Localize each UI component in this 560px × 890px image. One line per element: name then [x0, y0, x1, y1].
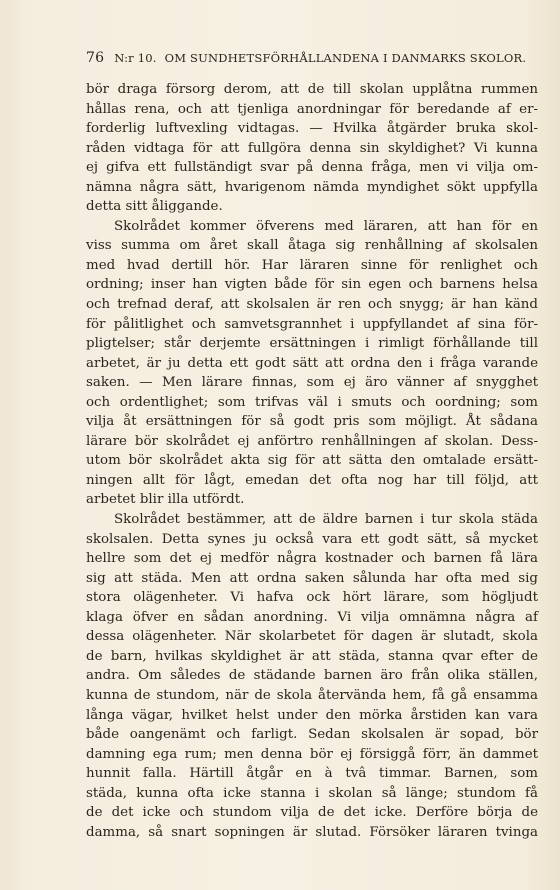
page-number: 76	[86, 50, 105, 66]
text-line: för pålitlighet och samvetsgrannhet i uppfyllandet af sina för-	[86, 316, 538, 332]
text-line: utom bör skolrådet akta sig för att sätta den omtalade ersätt-	[86, 453, 538, 469]
text-line: och ordentlighet; som trifvas väl i smuts och oordning; som	[86, 394, 538, 410]
text-line: sig att städa. Men att ordna saken sålunda har ofta med sig	[86, 570, 538, 586]
issue-number: N:r 10.	[114, 51, 157, 65]
text-line: Skolrådet kommer öfverens med läraren, att han för en	[114, 218, 538, 234]
running-title: OM SUNDHETSFÖRHÅLLANDENA I DANMARKS SKOLOR.	[164, 51, 527, 65]
text-line: nämna några sätt, hvarigenom nämda myndighet sökt uppfylla	[86, 179, 538, 195]
text-line: med hvad dertill hör. Har läraren sinne för renlighet och	[86, 257, 538, 273]
text-line: stora olägenheter. Vi hafva ock hört lärare, som högljudt	[86, 590, 538, 606]
text-line: ningen allt för lågt, emedan det ofta nog har till följd, att	[86, 472, 538, 488]
text-line: hållas rena, och att tjenliga anordningar för beredande af er-	[86, 101, 538, 117]
text-line: städa, kunna ofta icke stanna i skolan så länge; stundom få	[86, 785, 538, 801]
text-line: damma, så snart sopningen är slutad. Försöker läraren tvinga	[86, 824, 538, 840]
text-line: ordning; inser han vigten både för sin egen och barnens helsa	[86, 277, 538, 293]
running-header	[86, 50, 527, 66]
text-line: viss summa om året skall åtaga sig renhållning af skolsalen	[86, 238, 538, 254]
text-line: arbetet blir illa utfördt.	[86, 492, 245, 508]
text-line: långa vägar, hvilket helst under den mörka årstiden kan vara	[86, 707, 538, 723]
text-line: arbetet, är ju detta ett godt sätt att ordna den i fråga varande	[86, 355, 538, 371]
text-line: detta sitt åliggande.	[86, 199, 223, 215]
text-line: vilja åt ersättningen för så godt pris som möjligt. Åt sådana	[86, 414, 538, 430]
text-line: ej gifva ett fullständigt svar på denna fråga, men vi vilja om-	[86, 160, 538, 176]
text-line: de det icke och stundom vilja de det icke. Derföre börja de	[86, 805, 538, 821]
text-line: saken. — Men lärare finnas, som ej äro vänner af snygghet	[86, 375, 538, 391]
text-line: andra. Om således de städande barnen äro från olika ställen,	[86, 668, 538, 684]
text-line: hunnit falla. Härtill åtgår en à tvâ timmar. Barnen, som	[86, 766, 538, 782]
text-line: Skolrådet bestämmer, att de äldre barnen i tur skola städa	[114, 512, 538, 528]
text-line: skolsalen. Detta synes ju också vara ett godt sätt, så mycket	[86, 531, 538, 547]
text-line: bör draga försorg derom, att de till skolan upplåtna rummen	[86, 82, 538, 97]
text-line: damning ega rum; men denna bör ej försiggå förr, än dammet	[86, 746, 538, 762]
text-line: och trefnad deraf, att skolsalen är ren och snygg; är han känd	[86, 297, 538, 313]
body-text	[86, 80, 538, 842]
text-line: kunna de stundom, när de skola återvända hem, få gå ensamma	[86, 687, 538, 703]
text-line: lärare bör skolrådet ej anförtro renhållningen af skolan. Dess-	[86, 433, 538, 449]
text-line: hellre som det ej medför några kostnader och barnen få lära	[86, 551, 538, 567]
text-line: de barn, hvilkas skyldighet är att städa, stanna qvar efter de	[86, 648, 538, 664]
text-line: pligtelser; står derjemte ersättningen i rimligt förhållande till	[86, 336, 538, 352]
text-line: dessa olägenheter. När skolarbetet för dagen är slutadt, skola	[86, 629, 538, 645]
text-line: forderlig luftvexling vidtagas. — Hvilka åtgärder bruka skol-	[86, 121, 538, 137]
text-line: klaga öfver en sådan anordning. Vi vilja omnämna några af	[86, 609, 538, 625]
text-line: råden vidtaga för att fullgöra denna sin skyldighet? Vi kunna	[86, 140, 538, 156]
text-line: både oangenämt och farligt. Sedan skolsalen är sopad, bör	[86, 727, 538, 743]
